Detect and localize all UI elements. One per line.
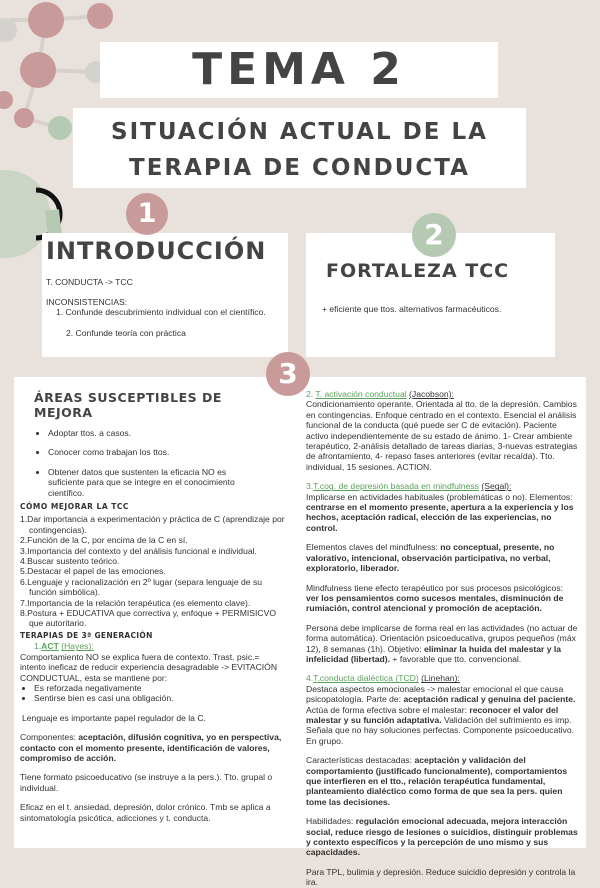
left-column: [34, 390, 296, 507]
t3-p3-text: Mindfulness tiene efecto terapéutico por sus procesos psicológicos:: [306, 582, 563, 593]
t3-p1: [306, 492, 578, 534]
t3-name: T.cog. de depresión basada en mindfulness: [313, 481, 479, 492]
mejorar-item: 8.Postura + EDUCATIVA que correctiva y, enfoque + PERMISICVO que autoritario.: [20, 608, 277, 629]
t4-p3-text: Habilidades:: [306, 816, 356, 827]
areas-item: • Adoptar ttos. a casos.: [48, 428, 296, 438]
areas-heading: ÁREAS SUSCEPTIBLES DE MEJORA: [34, 390, 222, 420]
act-bullet: • Sentirse bien es casi una obligación.: [34, 693, 286, 703]
t2-author: (Jacobson):: [409, 389, 454, 399]
t4-p1-text3: Validación del sufrimiento es imp. Señala que no hay soluciones perfectas. Componente psicoeducativo. En grupo.: [306, 714, 575, 746]
mejorar-item: 6.Lenguaje y racionalización en 2º lugar (separa lenguaje de su función simbólica).: [20, 576, 263, 598]
section-1-number: 1: [126, 193, 168, 235]
subtitle-line-2: TERAPIA DE CONDUCTA: [129, 155, 470, 181]
t3-p4-text: Persona debe implicarse de forma real en las actividades (no actuar de forma automática). Orientación psicoeducativa, grupos pequeños (máx 12), 8 semanas (1h). Objetivo:: [306, 622, 578, 654]
t2-number: 2.: [306, 389, 314, 399]
t3-p2: [306, 542, 578, 573]
right-column: [306, 389, 578, 888]
mejorar-item: 1.Dar importancia a experimentación y práctica de C (aprendizaje por contingencias).: [20, 514, 285, 535]
t4-p1-text: Destaca aspectos emocionales -> malestar emocional el que causa psicopatología. Parte de:: [306, 683, 564, 705]
act-name: ACT: [41, 641, 59, 652]
t3-title: [306, 481, 578, 491]
areas-item: • Obtener datos que sustenten la eficacia NO es suficiente para que se integre en el conocimiento científico.: [48, 467, 248, 498]
page-title: TEMA 2: [100, 42, 498, 98]
t4-p2-text: Características destacadas:: [306, 755, 415, 766]
inconsistencia-2: 2. Confunde teoría con práctica: [66, 328, 186, 338]
t4-p4: Para TPL, bulimia y depresión. Reduce suicidio depresión y controla la ira.: [306, 866, 576, 888]
t3-number: 3.: [306, 481, 314, 492]
subtitle-line-1: SITUACIÓN ACTUAL DE LA: [111, 119, 488, 145]
act-p2: Lenguaje es importante papel regulador de la C.: [22, 712, 206, 723]
mejorar-item: 2.Función de la C, por encima de la C en sí.: [20, 535, 188, 546]
t4-p1-bold2: reconocer el valor del malestar y su función adaptativa.: [306, 704, 559, 725]
mejorar-item: 3.Importancia del contexto y del análisis funcional e individual.: [20, 545, 257, 556]
inconsistencia-1: 1. Confunde descubrimiento individual con el científico.: [56, 307, 266, 317]
t3-p2-text: Elementos claves del mindfulness:: [306, 542, 441, 553]
section-2-number: 2: [412, 213, 456, 257]
section-3-number: 3: [266, 352, 310, 396]
t2-name: T. activación conductual: [315, 389, 407, 399]
section-1-line1: T. CONDUCTA -> TCC: [46, 277, 133, 287]
act-p3-label: Componentes:: [20, 732, 79, 743]
t2-title: [306, 389, 578, 399]
t3-p3: [306, 583, 578, 614]
t4-author: (Linehan):: [421, 673, 460, 684]
t4-p2-bold: aceptación y validación del comportamiento (justificado funcionalmente), comportamientos que interfieren en el tto., relación terapéutica fundamental, planteamiento dialéctico como forma de que sea la pers. quien tome las decisiones.: [306, 755, 568, 807]
act-p5: Eficaz en el t. ansiedad, depresión, dolor crónico. Tmb se aplica a sintomatología psicótica, adicciones y t. conducta.: [20, 802, 271, 823]
t4-p2: [306, 755, 578, 807]
areas-item: • Conocer como trabajan los ttos.: [48, 447, 296, 457]
t2-p1: Condicionamiento operante. Orientada al tto. de la depresión. Cambios en contingencias. Enfoque centrado en el contexto. Esencial el análisis funcional de la conducta (qué puede ser C de evitación). Paciente activo independientemente de su estado de ánimo. 1- Crear ambiente terapéutico, 2-análisis detallado de tareas diarias, 3-nuevas estrategias de afrontamiento, 4- repaso fases anteriores (evitar recaída). Tto. individual, 15 sesiones. ACTION.: [306, 399, 578, 472]
terapias-heading: TERAPIAS DE 3ª GENERACIÓN: [20, 630, 153, 640]
section-2-heading: FORTALEZA TCC: [326, 260, 510, 282]
t4-p1-bold: aceptación radical y genuina del paciente.: [403, 694, 576, 705]
act-p1: Comportamiento NO se explica fuera de contexto. Trast. psic.= intento ineficaz de reducir experiencia desagradable -> EVITACIÓN CONDUCTUAL, esta se mantiene por:: [20, 651, 278, 683]
inconsistencias-label: INCONSISTENCIAS:: [46, 297, 128, 307]
act-author: (Hayes):: [61, 641, 94, 652]
act-p3-bold: aceptación, difusión cognitiva, yo en perspectiva, contacto con el momento presente, identificación de valores, compromiso de acción.: [20, 732, 282, 763]
t3-p4: [306, 623, 578, 665]
act-bullets: [20, 683, 286, 704]
page-subtitle: [73, 108, 526, 188]
act-bullet: • Es reforzada negativamente: [34, 683, 286, 693]
section-1-card: [42, 233, 288, 357]
t3-p3-bold: ver los pensamientos como sucesos mentales, disminución de rumiación, control atencional y promoción de aceptación.: [306, 592, 564, 614]
mejorar-item: 7.Importancia de la relación terapéutica (es elemento clave).: [20, 597, 251, 608]
t4-name: T.conducta dialéctica (TCD): [313, 673, 419, 684]
act-p3: [20, 732, 286, 763]
t3-p4-tail: + favorable que tto. convencional.: [390, 653, 522, 664]
areas-list: [34, 428, 296, 498]
act-number: 1.: [34, 641, 42, 652]
mejorar-item: 5.Destacar el papel de las emociones.: [20, 566, 166, 577]
t3-p2-bold: no conceptual, presente, no valorativo, intencional, observación participativa, no verbal, exploratorio, liberador.: [306, 542, 555, 574]
mejorar-block: [20, 502, 286, 823]
t4-p3: [306, 816, 578, 858]
t4-title: [306, 673, 578, 683]
section-1-heading: INTRODUCCIÓN: [46, 237, 267, 265]
act-p4: Tiene formato psicoeducativo (se instruye a la pers.). Tto. grupal o individual.: [20, 772, 273, 793]
t3-p1-text: Implicarse en actividades habituales (problemáticas o no). Elementos:: [306, 491, 573, 502]
mejorar-heading: CÓMO MEJORAR LA TCC: [20, 502, 129, 511]
act-title: [20, 641, 286, 651]
t4-p1: [306, 684, 578, 746]
t3-author: (Segal):: [481, 481, 512, 492]
mejorar-item: 4.Buscar sustento teórico.: [20, 556, 120, 567]
t3-p4-bold: eliminar la huida del malestar y la infelicidad (libertad).: [306, 643, 562, 664]
t4-number: 4.: [306, 673, 314, 684]
t4-p1-text2: Actúa de forma efectiva sobre el malestar:: [306, 704, 470, 715]
section-2-text: + eficiente que ttos. alternativos farmacéuticos.: [322, 304, 502, 314]
t3-p1-bold: centrarse en el momento presente, apertura a la experiencia y los hechos, aceptación radical, elección de las experiencias, no control.: [306, 502, 574, 533]
t4-p3-bold: regulación emocional adecuada, mejora interacción social, reduce riesgo de lesiones o suicidios, distinguir problemas y contexto específicos y la percepción de uno mismo y sus capacidades.: [306, 816, 578, 858]
